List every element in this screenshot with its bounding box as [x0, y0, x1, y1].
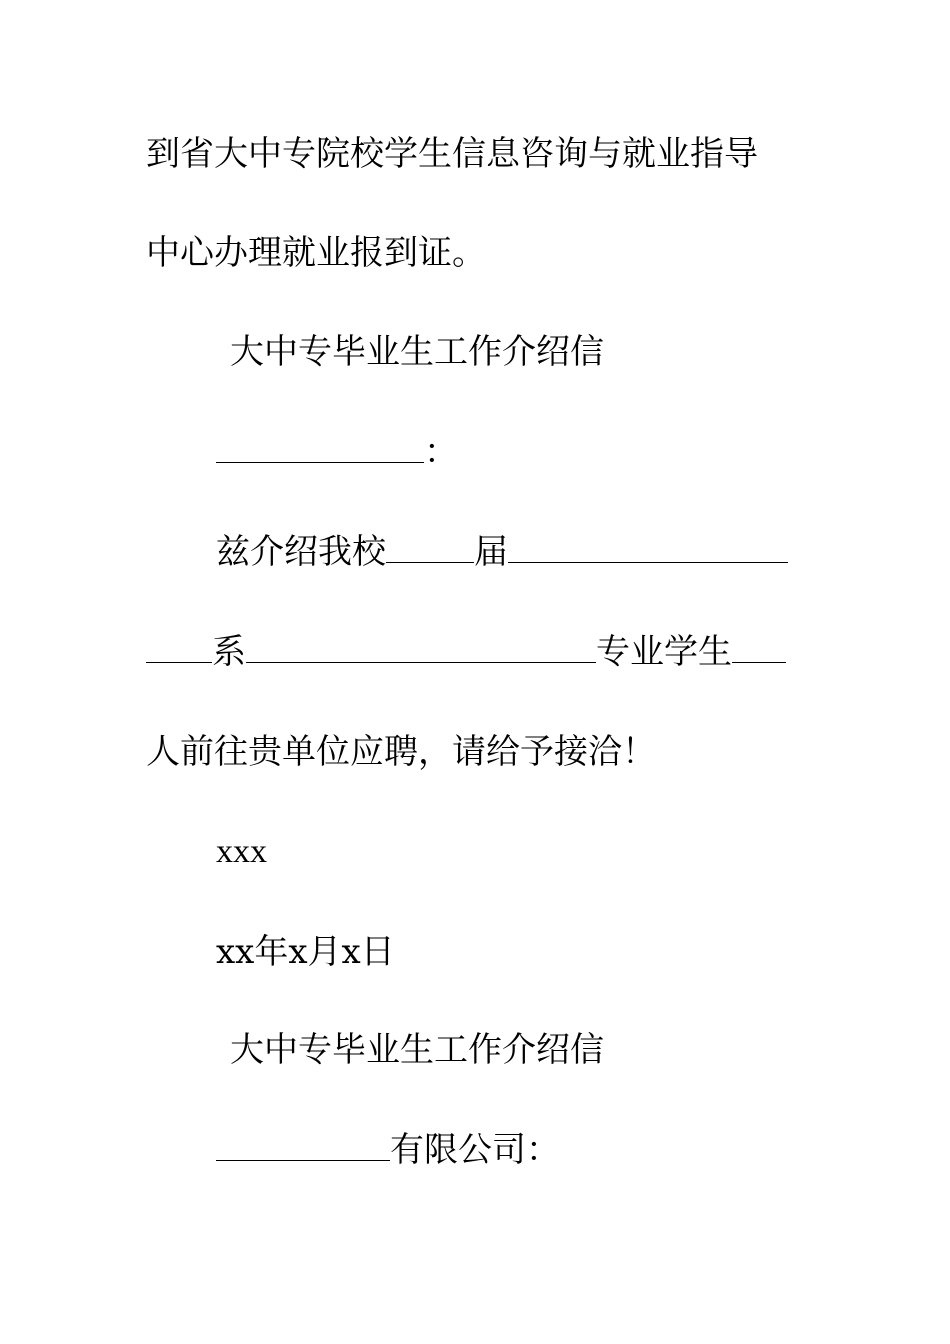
letter-title-2 [0, 1030, 950, 1070]
department-text: 系 [212, 632, 246, 672]
intro-line [0, 532, 950, 572]
title-text: 大中专毕业生工作介绍信 [230, 332, 604, 372]
department-line [0, 632, 950, 672]
major-text: 专业学生 [596, 632, 732, 672]
company-blank [216, 1130, 390, 1161]
signer-line [0, 832, 950, 872]
paragraph-line-2 [0, 233, 950, 273]
paragraph-line-1 [0, 134, 950, 174]
paragraph-text: 中心办理就业报到证。 [146, 233, 486, 273]
count-blank [732, 632, 786, 663]
major-blank [246, 632, 596, 663]
request-line [0, 732, 950, 772]
paragraph-text: 到省大中专院校学生信息咨询与就业指导 [146, 134, 758, 174]
title-text: 大中专毕业生工作介绍信 [230, 1030, 604, 1070]
year-blank [386, 532, 474, 563]
salutation-colon: ： [424, 432, 458, 472]
date-text: xx年x月x日 [216, 932, 395, 972]
department-blank [508, 532, 788, 563]
session-text: 届 [474, 532, 508, 572]
recipient-blank [216, 432, 424, 463]
signer-text: xxx [216, 833, 267, 870]
department-blank-cont [146, 632, 212, 663]
request-text: 人前往贵单位应聘，请给予接洽！ [146, 732, 656, 772]
intro-text: 兹介绍我校 [216, 532, 386, 572]
letter-title-1 [0, 332, 950, 372]
company-salutation-line [0, 1130, 950, 1170]
company-suffix-text: 有限公司： [390, 1130, 560, 1170]
salutation-line [0, 432, 950, 472]
date-line [0, 932, 950, 972]
